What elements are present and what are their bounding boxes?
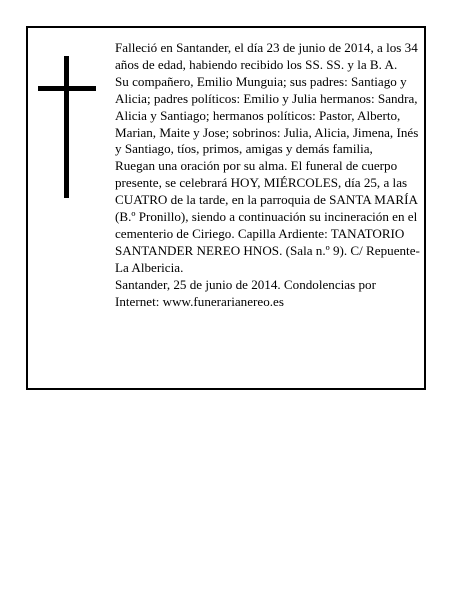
family-list: Su compañero, Emilio Munguia; sus padres: Santiago y Alicia; padres políticos: Emilio y Julia hermanos: Sandra, Alicia y Santiago; hermanos políticos: Pastor, Alberto, Marian, Maite y Jose; sobrinos: Julia, Alicia, Jimena, Inés y Santiago, tíos, primos, amigas y demás familia,: [115, 73, 419, 157]
obituary-text: [115, 40, 423, 311]
cross-vertical-bar: [64, 56, 69, 198]
date-and-condolences: Santander, 25 de junio de 2014. Condolencias por Internet: www.funerarianereo.es: [115, 276, 376, 309]
obituary-notice: [26, 26, 426, 390]
funeral-details: Ruegan una oración por su alma. El funeral de cuerpo presente, se celebrará HOY, MIÉRCOLES, día 25, a las CUATRO de la tarde, en la parroquia de SANTA MARÍA (B.º Pronillo), siendo a continuación su incineración en el cementerio de Ciriego. Capilla Ardiente: TANATORIO SANTANDER NEREO HNOS. (Sala n.º 9). C/ Repuente-La Albericia.: [115, 158, 420, 275]
cross-icon: [38, 56, 98, 198]
death-announcement: Falleció en Santander, el día 23 de junio de 2014, a los 34 años de edad, habiendo recibido los SS. SS. y la B. A.: [115, 40, 418, 72]
cross-horizontal-bar: [38, 86, 96, 91]
